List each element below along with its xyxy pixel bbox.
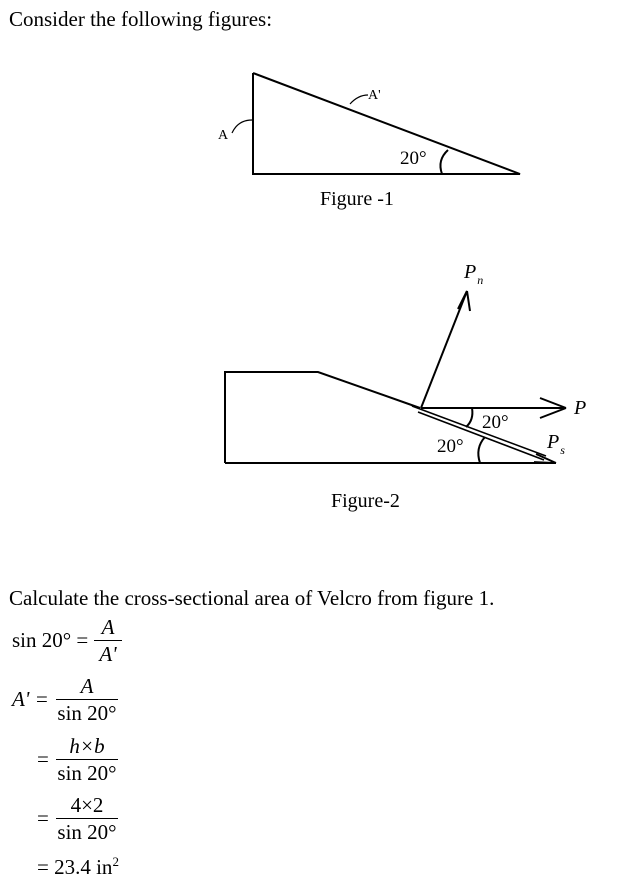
solution-result-exponent: 2 xyxy=(112,854,119,869)
solution-line-4-eq: = xyxy=(37,806,49,830)
figure-1-label-side: A xyxy=(218,128,229,143)
figure-2-angle-upper: 20° xyxy=(482,412,509,433)
figure-1-hyp-leader xyxy=(350,95,368,104)
solution-line-5-result xyxy=(37,854,119,880)
question-text: Calculate the cross-sectional area of Velcro from figure 1. xyxy=(9,586,495,610)
solution-result-value: = 23.4 in xyxy=(37,855,113,879)
figure-2-angle-lower: 20° xyxy=(437,436,464,457)
figure-1-angle-label: 20° xyxy=(400,148,427,169)
figure-1-triangle xyxy=(253,73,520,174)
solution-line-3-fraction xyxy=(56,733,118,786)
solution-line-2-denominator: sin 20° xyxy=(57,701,117,725)
solution-line-1-denominator: A' xyxy=(99,642,117,666)
solution-line-1-lhs: sin 20° = xyxy=(12,628,89,652)
solution-line-4-denominator: sin 20° xyxy=(57,820,117,844)
figure-2-label-shear: $P_s$ xyxy=(547,431,565,457)
intro-text: Consider the following figures: xyxy=(9,7,273,31)
solution-line-3-numerator: h×b xyxy=(69,734,105,758)
solution-line-1-numerator: A xyxy=(101,615,115,639)
figure-1-caption: Figure -1 xyxy=(320,188,394,210)
figure-2-caption: Figure-2 xyxy=(331,490,400,512)
solution-line-1-fraction xyxy=(94,614,122,667)
solution-line-4-numerator: 4×2 xyxy=(70,793,104,817)
solution-line-3-eq: = xyxy=(37,747,49,771)
solution-line-3-denominator: sin 20° xyxy=(57,761,117,785)
figure-1-side-leader xyxy=(232,120,252,133)
figure-2-angle-arc-lower xyxy=(478,437,485,463)
figure-1-angle-arc xyxy=(440,150,448,174)
solution-line-4-fraction xyxy=(56,792,118,845)
solution-line-2-numerator: A xyxy=(80,674,94,698)
figure-2-label-force: P xyxy=(574,397,587,419)
figure-2-angle-arc-upper xyxy=(466,408,472,427)
figure-2-normal-arrow xyxy=(421,291,470,408)
solution-line-2-lhs: A' = xyxy=(12,687,49,711)
figure-1-label-hyp: A' xyxy=(368,88,381,103)
solution-line-2-fraction xyxy=(56,673,118,726)
figure-2-label-normal: $P_n$ xyxy=(464,261,484,287)
